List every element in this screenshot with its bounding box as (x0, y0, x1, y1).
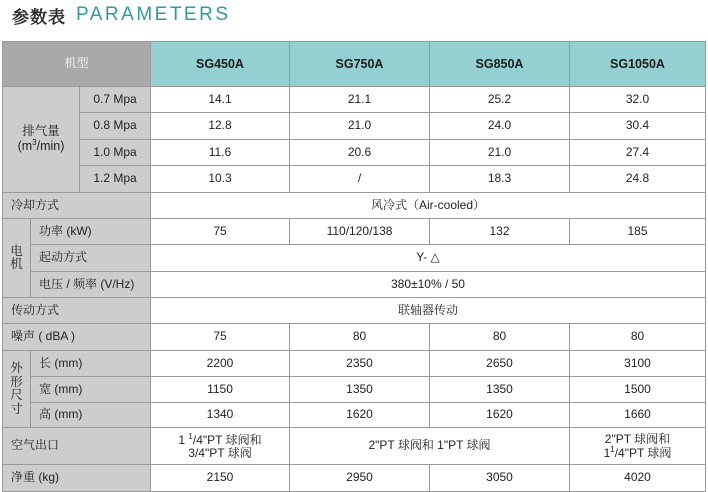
motor-label (3, 219, 30, 297)
table-cell: 80 (570, 324, 705, 350)
motor-start-label: 起动方式 (31, 245, 150, 271)
table-cell: 110/120/138 (290, 219, 429, 244)
table-cell: 1150 (151, 377, 289, 402)
displacement-label-line2: $(m^3/\min)$ (17, 137, 65, 154)
cooling-value: 风冷式（Air-cooled） (151, 193, 705, 218)
pressure-label: 0.7 Mpa (80, 87, 150, 112)
table-cell: 2350 (290, 351, 429, 376)
table-cell: 30.4 (570, 113, 705, 139)
drive-label: 传动方式 (3, 298, 150, 323)
weight-label: 净重 (kg) (3, 465, 150, 491)
dimension-width-label: 宽 (mm) (31, 377, 150, 402)
table-cell: 80 (430, 324, 569, 350)
table-cell: 132 (430, 219, 569, 244)
header-model-sg750a: SG750A (290, 42, 429, 86)
table-cell: 2150 (151, 465, 289, 491)
cooling-label: 冷却方式 (3, 193, 150, 218)
table-cell: 1660 (570, 403, 705, 427)
table-cell: 2200 (151, 351, 289, 376)
header-model-sg450a: SG450A (151, 42, 289, 86)
table-cell: 3050 (430, 465, 569, 491)
table-cell: 12.8 (151, 113, 289, 139)
page-title (12, 2, 231, 28)
table-cell: 1350 (290, 377, 429, 402)
table-cell: 2650 (430, 351, 569, 376)
table-cell: 27.4 (570, 140, 705, 165)
table-cell: 75 (151, 324, 289, 350)
table-cell: 11.6 (151, 140, 289, 165)
dimensions-label-char: 外 (10, 361, 23, 375)
header-model-sg850a: SG850A (430, 42, 569, 86)
parameters-table (2, 41, 706, 492)
outlet-sg1050a (570, 428, 705, 464)
displacement-label-line1: 排气量 (22, 124, 60, 139)
motor-voltage-label: 电压 / 频率 (V/Hz) (31, 272, 150, 297)
outlet-sg1050a-line2: $1^1/4"PT$ 球阀 (603, 444, 672, 460)
displacement-label (3, 87, 79, 192)
table-cell: 2950 (290, 465, 429, 491)
header-model-label: 机型 (3, 42, 150, 86)
motor-label-char: 电 (10, 243, 23, 258)
dimension-length-label: 长 (mm) (31, 351, 150, 376)
dimensions-label (3, 351, 30, 427)
table-cell: 1620 (430, 403, 569, 427)
table-cell: 1500 (570, 377, 705, 402)
table-cell: 20.6 (290, 140, 429, 165)
table-cell: 25.2 (430, 87, 569, 112)
table-cell: 4020 (570, 465, 705, 491)
outlet-sg450a-line2: 3/4"PT 球阀 (188, 445, 252, 460)
outlet-sg450a (151, 428, 289, 464)
drive-value: 联轴器传动 (151, 298, 705, 323)
table-cell: 21.1 (290, 87, 429, 112)
outlet-sg750a-sg850a: 2"PT 球阀和 1"PT 球阀 (290, 428, 569, 464)
outlet-label: 空气出口 (3, 428, 150, 464)
table-cell: 10.3 (151, 166, 289, 192)
table-cell: 80 (290, 324, 429, 350)
table-cell: 18.3 (430, 166, 569, 192)
title-chinese: 参数表 (12, 7, 66, 28)
dimensions-label-char: 寸 (10, 401, 23, 416)
dimensions-label-char: 形 (10, 374, 23, 389)
dimension-height-label: 高 (mm) (31, 403, 150, 427)
outlet-sg450a-line1: 1 $^1$/4"PT 球阀和 (178, 431, 262, 447)
table-cell: 24.0 (430, 113, 569, 139)
table-cell: 14.1 (151, 87, 289, 112)
table-cell: 32.0 (570, 87, 705, 112)
pressure-label: 1.2 Mpa (80, 166, 150, 192)
table-cell: 3100 (570, 351, 705, 376)
outlet-sg1050a-line1: 2"PT 球阀和 (604, 431, 671, 446)
motor-start-value: Y- △ (151, 245, 705, 271)
motor-label-char: 机 (10, 257, 23, 271)
pressure-label: 0.8 Mpa (80, 113, 150, 139)
table-cell: 21.0 (290, 113, 429, 139)
motor-voltage-value: 380±10% / 50 (151, 272, 705, 297)
table-cell: 75 (151, 219, 289, 244)
table-cell: 185 (570, 219, 705, 244)
noise-label: 噪声 ( dBA ) (3, 324, 150, 350)
table-cell: 24.8 (570, 166, 705, 192)
table-cell: 1620 (290, 403, 429, 427)
table-cell: 21.0 (430, 140, 569, 165)
pressure-label: 1.0 Mpa (80, 140, 150, 165)
header-model-sg1050a: SG1050A (570, 42, 705, 86)
table-cell: 1340 (151, 403, 289, 427)
table-cell: 1350 (430, 377, 569, 402)
table-cell: / (290, 166, 429, 192)
title-english: PARAMETERS (76, 4, 231, 25)
motor-power-label: 功率 (kW) (31, 219, 150, 244)
dimensions-label-char: 尺 (10, 388, 23, 402)
